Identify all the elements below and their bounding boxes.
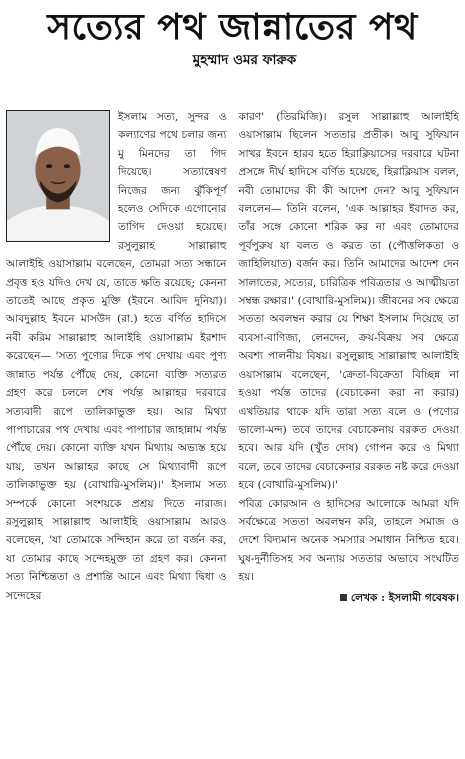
left-column	[6, 108, 233, 755]
right-column	[233, 108, 460, 755]
right-column-text-2: পবিত্র কোরআন ও হাদিসের আলোকে আমরা যদি সর্বক্ষেত্রে সততা অবলম্বন করি, তাহলে সমাজ ও দেশে বিদ্যমান অনেক সমস্যার সমাধান নিশ্চিত হবে। ঘুষ-দুর্নীতিসহ সব অন্যায় সততার অভাবে সংঘটিত হয়।	[238, 497, 459, 584]
square-bullet-icon	[340, 594, 347, 601]
author-photo	[6, 110, 110, 242]
writer-label: লেখক :	[350, 591, 386, 604]
writer-note	[239, 589, 460, 607]
writer-role: ইসলামী গবেষক।	[388, 591, 459, 604]
article-title: সত্যের পথ জান্নাতের পথ	[47, 6, 418, 48]
right-column-text-1: কারণ' (তিরমিজি)। রসুল সাল্লাল্লাহু আলাইহি ওয়াসাল্লাম ছিলেন সততার প্রতীক। আবু সুফিয়ান সাখর ইবনে হারব হতে হিরাক্লিয়াসের দরবারে ঘটনা প্রসঙ্গে দীর্ঘ হাদিসে বর্ণিত হয়েছে, হিরাক্লিয়াস বলল, নবী তোমাদের কী কী আদেশ দেন? আবু সুফিয়ান বললেন— তিনি বলেন, 'এক আল্লাহর ইবাদত কর, তাঁর সঙ্গে কোনো শরিক কর না এবং তোমাদের পূর্বপুরুষ যা বলত ও করত তা (পৌত্তলিকতা ও জাহিলিয়াত) বর্জন কর। তিনি আমাদের আদেশ দেন সালাতের, সত্যের, চারিত্রিক পবিত্রতার ও আত্মীয়তা সম্বন্ধ রক্ষার।' (বোখারি-মুসলিম)। জীবনের সব ক্ষেত্রে সততা অবলম্বন করার যে শিক্ষা ইসলাম দিয়েছে তা ব্যবসা-বাণিজ্য, লেনদেন, ক্রয়-বিক্রয় সব ক্ষেত্রে অবশ্য পালনীয় বিষয়। রসুলুল্লাহ সাল্লাল্লাহু আলাইহি ওয়াসাল্লাম বলেছেন, 'ক্রেতা-বিক্রেতা বিচ্ছিন্ন না হওয়া পর্যন্ত তাদের (বেচাকেনা করা না করার) এখতিয়ার থাকে যদি তারা সত্য বলে ও (পণ্যের ভালো-মন্দ) তবে তাদের বেচাকেনায় বরকত দেওয়া হবে। আর যদি (খুঁত দোষ) গোপন করে ও মিথ্যা বলে, তবে তাদের বেচাকেনার বরকত নষ্ট করে দেওয়া হবে (বোখারি-মুসলিম)।'	[238, 111, 459, 492]
author-byline: মুহম্মাদ ওমর ফারুক	[192, 52, 297, 68]
author-portrait-image	[7, 111, 109, 241]
article-body	[6, 108, 459, 755]
left-column-text: ইসলাম সত্য, সুন্দর ও কল্যাণের পথে চলার জন্য মু মিনদের তা গিদ দিয়েছে। সত্যান্বেষণ নিজের জন্য ঝুঁকিপূর্ণ হলেও সেদিকে এগোনোর তাগিদ দেওয়া হয়েছে। রসুলুল্লাহ সাল্লাল্লাহু আলাইহি ওয়াসাল্লাম বলেছেন, তোমরা সত্য সন্ধানে প্রবৃত্ত হও যদিও দেখ যে, তাতে ক্ষতি রয়েছে; কেননা তাতেই আছে প্রকৃত মুক্তি (ইবনে আবিদ দুনিয়া)। আবদুল্লাহ ইবনে মাসউদ (রা.) হতে বর্ণিত হাদিসে নবী করিম সাল্লাল্লাহু আলাইহি ওয়াসাল্লাম ইরশাদ করেছেন— 'সত্য পুণ্যের দিকে পথ দেখায় এবং পুণ্য জান্নাত পর্যন্ত পৌঁছে দেয়, কোনো ব্যক্তি সত্যরত গ্রহণ করে চললে শেষ পর্যন্ত আল্লাহর দরবারে সত্যবাদী রূপে তালিকাভুক্ত হয়। আর মিথ্যা পাপাচারের পথ দেখায় এবং পাপাচার জাহান্নাম পর্যন্ত পৌঁছে দেয়। কোনো ব্যক্তি যখন মিথ্যায় অভ্যস্ত হয়ে যায়, তখন আল্লাহর কাছে সে মিথ্যাবাদী রূপে তালিকাভুক্ত হয় (বোখারি-মুসলিম)।' ইসলাম সত্য সম্পর্কে কোনো সংশয়কে প্রশ্রয় দিতে নারাজ। রসুলুল্লাহ সাল্লাল্লাহু আলাইহি ওয়াসাল্লাম আরও বলেছেন, 'যা তোমাকে সন্দিহান করে তা বর্জন কর, যা তোমার কাছে সন্দেহমুক্ত তা গ্রহণ কর। কেননা সত্য নিশ্চিন্ততা ও প্রশান্তি আনে এবং মিথ্যা দ্বিধা ও সন্দেহের	[6, 111, 227, 602]
